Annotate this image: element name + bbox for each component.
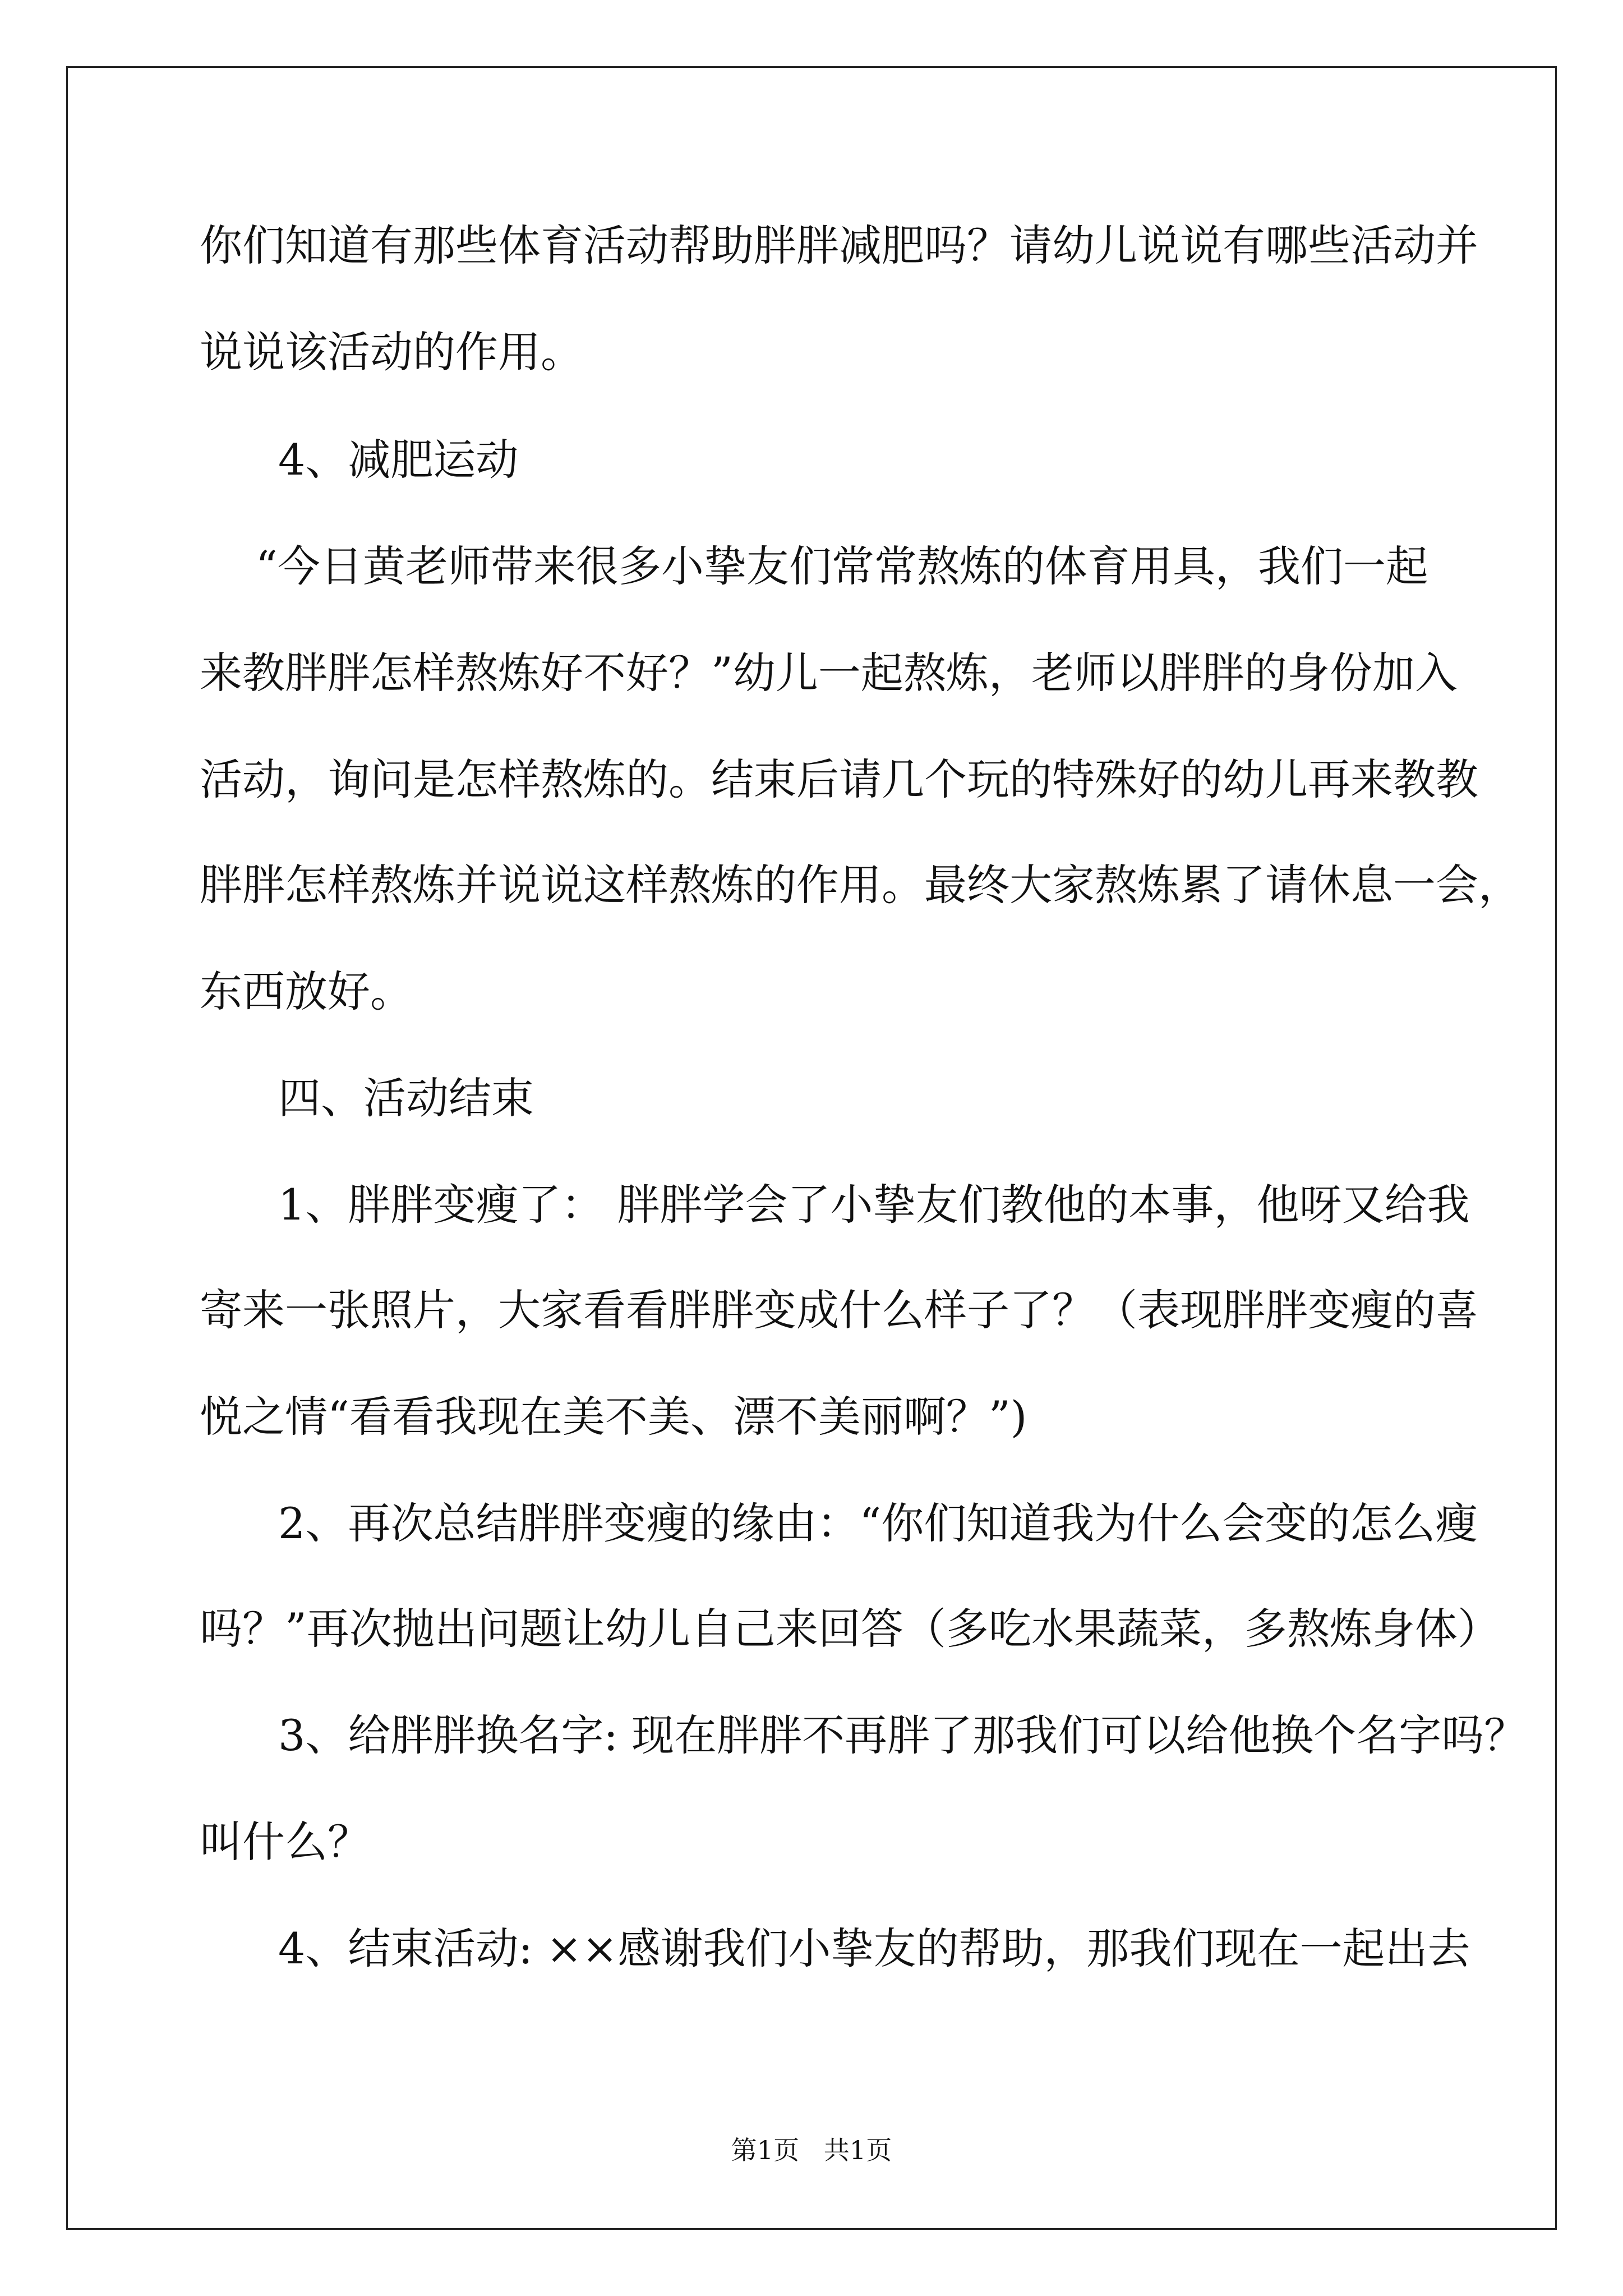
page-number-footer: 第1页 共1页 <box>731 2135 892 2165</box>
text-line: 吗？”再次抛出问题让幼儿自己来回答（多吃水果蔬菜，多熬炼身体） <box>200 1604 1500 1654</box>
text-line: 你们知道有那些体育活动帮助胖胖减肥吗？请幼儿说说有哪些活动并 <box>200 220 1478 270</box>
text-line: 2、再次总结胖胖变瘦的缘由：“你们知道我为什么会变的怎么瘦 <box>278 1498 1478 1548</box>
page-border <box>66 66 1557 2230</box>
section-heading: 四、活动结束 <box>278 1073 534 1123</box>
text-line: 活动，询问是怎样熬炼的。结束后请几个玩的特殊好的幼儿再来教教 <box>200 754 1478 804</box>
text-line: 叫什么？ <box>200 1817 370 1867</box>
text-line: 说说该活动的作用。 <box>200 327 583 377</box>
text-line: 来教胖胖怎样熬炼好不好？”幼儿一起熬炼，老师以胖胖的身份加入 <box>200 648 1458 698</box>
text-line: 1、胖胖变瘦了： 胖胖学会了小挚友们教他的本事，他呀又给我 <box>278 1180 1470 1230</box>
section-heading: 4、减肥运动 <box>278 435 519 485</box>
text-line: 寄来一张照片，大家看看胖胖变成什么样子了？（表现胖胖变瘦的喜 <box>200 1285 1478 1335</box>
text-line: “今日黄老师带来很多小挚友们常常熬炼的体育用具，我们一起 <box>256 541 1428 591</box>
text-line: 东西放好。 <box>200 967 413 1016</box>
text-line: 胖胖怎样熬炼并说说这样熬炼的作用。最终大家熬炼累了请休息一会， <box>200 860 1521 910</box>
text-line: 4、结束活动: ××感谢我们小挚友的帮助，那我们现在一起出去 <box>278 1924 1470 1973</box>
text-line: 3、给胖胖换名字: 现在胖胖不再胖了那我们可以给他换个名字吗？ <box>278 1710 1527 1760</box>
text-line: 悦之情“看看我现在美不美、漂不美丽啊？”) <box>200 1392 1027 1442</box>
